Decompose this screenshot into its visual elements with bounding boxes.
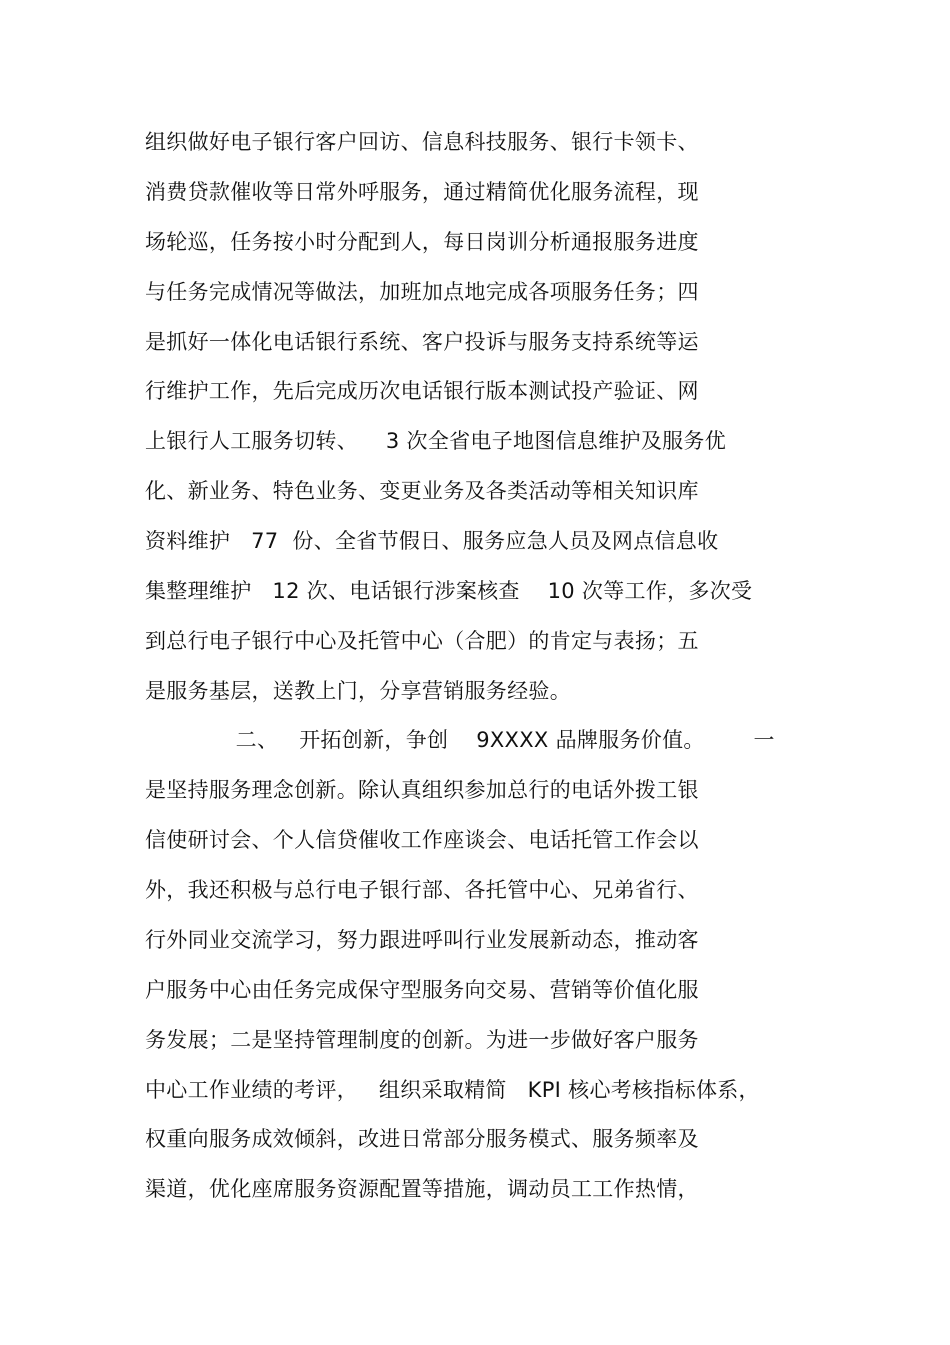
paragraph-line: 与任务完成情况等做法，加班加点地完成各项服务任务；四 [145, 280, 699, 304]
paragraph-line: 信使研讨会、个人信贷催收工作座谈会、电话托管工作会以 [145, 828, 699, 852]
paragraph-line: 场轮巡，任务按小时分配到人，每日岗训分析通报服务进度 [145, 230, 699, 254]
paragraph-line: 行维护工作，先后完成历次电话银行版本测试投产验证、网 [145, 379, 699, 403]
section-heading-line: 二、 开拓创新，争创 9XXXX 品牌服务价值。 一 [145, 728, 775, 752]
paragraph-line: 权重向服务成效倾斜，改进日常部分服务模式、服务频率及 [145, 1127, 699, 1151]
paragraph-line: 中心工作业绩的考评， 组织采取精简 KPI 核心考核指标体系， [145, 1078, 760, 1102]
paragraph-line: 外，我还积极与总行电子银行部、各托管中心、兄弟省行、 [145, 878, 699, 902]
paragraph-line: 消费贷款催收等日常外呼服务，通过精简优化服务流程，现 [145, 180, 699, 204]
paragraph-line: 行外同业交流学习，努力跟进呼叫行业发展新动态，推动客 [145, 928, 699, 952]
paragraph-line: 是坚持服务理念创新。除认真组织参加总行的电话外拨工银 [145, 778, 699, 802]
paragraph-line: 务发展；二是坚持管理制度的创新。为进一步做好客户服务 [145, 1028, 699, 1052]
paragraph-line: 资料维护 77 份、全省节假日、服务应急人员及网点信息收 [145, 529, 719, 553]
paragraph-line: 是抓好一体化电话银行系统、客户投诉与服务支持系统等运 [145, 330, 699, 354]
paragraph-line: 集整理维护 12 次、电话银行涉案核查 10 次等工作，多次受 [145, 579, 753, 603]
paragraph-line: 渠道，优化座席服务资源配置等措施，调动员工工作热情， [145, 1177, 699, 1201]
paragraph-line: 组织做好电子银行客户回访、信息科技服务、银行卡领卡、 [145, 130, 699, 154]
paragraph-line: 是服务基层，送教上门，分享营销服务经验。 [145, 679, 571, 703]
paragraph-line: 上银行人工服务切转、 3 次全省电子地图信息维护及服务优 [145, 429, 727, 453]
paragraph-line: 到总行电子银行中心及托管中心（合肥）的肯定与表扬；五 [145, 629, 699, 653]
paragraph-line: 户服务中心由任务完成保守型服务向交易、营销等价值化服 [145, 978, 699, 1002]
paragraph-line: 化、新业务、特色业务、变更业务及各类活动等相关知识库 [145, 479, 699, 503]
